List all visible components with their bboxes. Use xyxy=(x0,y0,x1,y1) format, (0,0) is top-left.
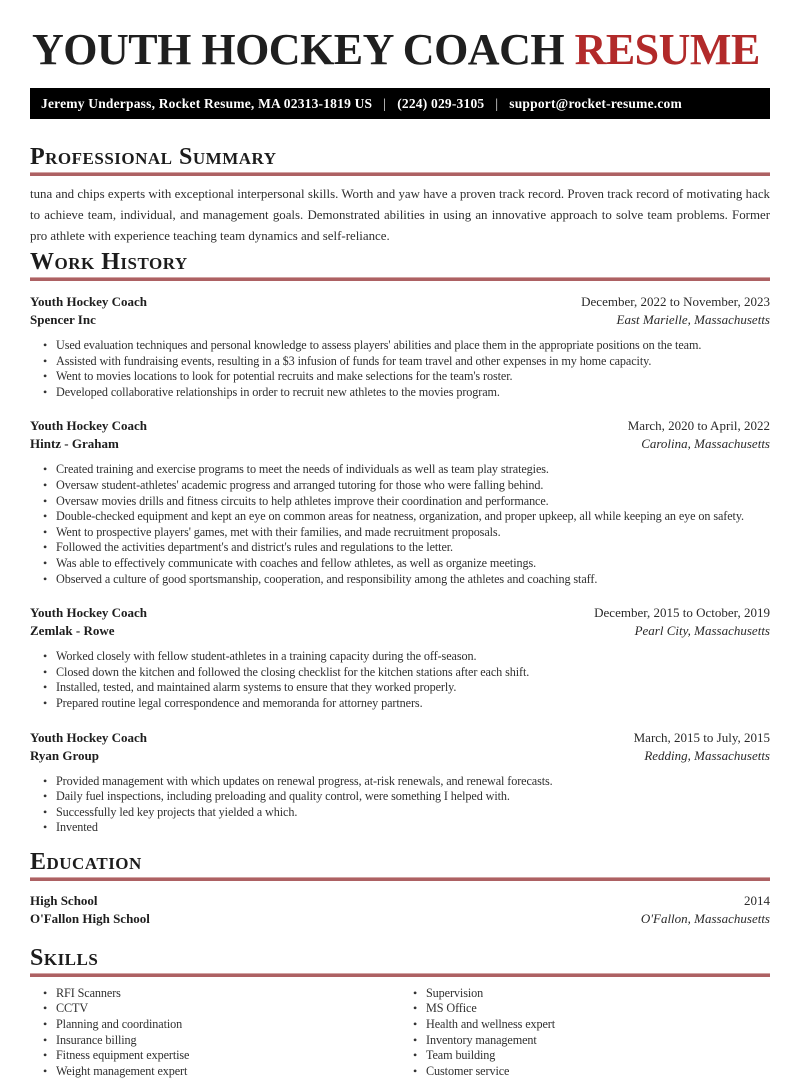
work-history-section xyxy=(30,250,770,836)
job-bullet: • Double-checked equipment and kept an eye on common areas for neatness, organization, and proper upkeep, all while keeping an eye on safety. xyxy=(56,509,770,525)
contact-bar xyxy=(30,88,770,119)
page-title-role: YOUTH HOCKEY COACH xyxy=(32,25,565,74)
job-bullet: • Installed, tested, and maintained alarm systems to ensure that they worked properly. xyxy=(56,680,770,696)
job-bullet: • Observed a culture of good sportsmanship, cooperation, and responsibility among the athletes and coaching staff. xyxy=(56,572,770,588)
job-bullet: • Successfully led key projects that yielded a which. xyxy=(56,805,770,821)
job-company: Spencer Inc xyxy=(30,312,96,327)
job-bullet: • Daily fuel inspections, including preloading and quality control, were something I helped with. xyxy=(56,789,770,805)
page-title xyxy=(32,27,770,72)
education-school-row xyxy=(30,910,770,928)
skills-heading: Skills xyxy=(30,944,99,971)
skill-item: • RFI Scanners xyxy=(56,986,400,1002)
education-entry xyxy=(30,892,770,928)
job-dates: December, 2022 to November, 2023 xyxy=(581,294,770,309)
job-location: East Marielle, Massachusetts xyxy=(616,312,770,327)
job-bullet: • Created training and exercise programs to meet the needs of individuals as well as team play strategies. xyxy=(56,462,770,478)
job-bullet-list xyxy=(30,338,770,400)
job-bullet: • Oversaw student-athletes' academic progress and arranged tutoring for those who were falling behind. xyxy=(56,478,770,494)
job-location: Pearl City, Massachusetts xyxy=(634,623,770,639)
education-school: O'Fallon High School xyxy=(30,910,150,926)
job-title-row xyxy=(30,417,770,435)
job-bullet: • Developed collaborative relationships in order to recruit new athletes to the movies program. xyxy=(56,385,770,401)
job-title: Youth Hockey Coach xyxy=(30,418,148,434)
skill-item: • Planning and coordination xyxy=(56,1017,400,1033)
contact-phone: (224) 029-3105 xyxy=(397,96,485,111)
job-bullet: • Closed down the kitchen and followed the closing checklist for the kitchen stations after each shift. xyxy=(56,665,770,681)
job-location: Carolina, Massachusetts xyxy=(641,436,770,452)
contact-address: Jeremy Underpass, Rocket Resume, MA 02313-1819 US xyxy=(41,96,373,111)
job-bullet: • Assisted with fundraising events, resulting in a $3 infusion of funds for team travel and other expenses in my home capacity. xyxy=(56,354,770,370)
contact-separator: | xyxy=(383,96,387,111)
skill-item: • MS Office xyxy=(426,1001,770,1017)
job-title-row xyxy=(30,604,770,622)
job-bullet: • Prepared routine legal correspondence and memoranda for attorney partners. xyxy=(56,696,770,712)
job-entry xyxy=(30,417,770,587)
job-bullet-list xyxy=(30,774,770,836)
section-divider xyxy=(30,877,770,881)
job-entry xyxy=(30,729,770,836)
job-bullet: • Oversaw movies drills and fitness circuits to help athletes improve their coordination and performance. xyxy=(56,494,770,510)
job-bullet: • Used evaluation techniques and personal knowledge to assess players' abilities and place them in the appropriate positions on the team. xyxy=(56,338,770,354)
skills-list-right xyxy=(400,986,770,1079)
job-bullet: • Went to movies locations to look for potential recruits and make selections for the team's roster. xyxy=(56,369,770,385)
skill-item: • Weight management expert xyxy=(56,1064,400,1079)
job-title: Youth Hockey Coach xyxy=(30,729,148,745)
job-location: Redding, Massachusetts xyxy=(644,747,770,763)
job-dates: December, 2015 to October, 2019 xyxy=(594,605,770,621)
skill-item: • Supervision xyxy=(426,986,770,1002)
education-program: High School xyxy=(30,892,98,908)
job-company: Ryan Group xyxy=(30,747,100,763)
education-year: 2014 xyxy=(744,892,770,908)
page-title-accent: RESUME xyxy=(574,25,760,74)
skill-item: • Inventory management xyxy=(426,1033,770,1049)
contact-separator: | xyxy=(495,96,499,111)
skills-columns xyxy=(30,986,770,1079)
job-bullet: • Followed the activities department's and district's rules and regulations to the letter. xyxy=(56,540,770,556)
education-program-row xyxy=(30,892,770,910)
professional-summary-text: tuna and chips experts with exceptional interpersonal skills. Worth and yaw have a proven track record. Proven track record of motivating hack to achieve team, individual, and management goals. Demonstrated abilities in using an innovative approach to solve team problems. Former pro athlete with experience teaching team dynamics and self-reliance. xyxy=(30,187,770,243)
job-bullet: • Was able to effectively communicate with coaches and fellow athletes, as well as organize meetings. xyxy=(56,556,770,572)
job-entry xyxy=(30,604,770,711)
job-bullet-list xyxy=(30,649,770,711)
job-bullet: • Provided management with which updates on renewal progress, at-risk renewals, and renewal forecasts. xyxy=(56,774,770,790)
job-company-row xyxy=(30,311,770,329)
job-company-row xyxy=(30,622,770,640)
skills-list-left xyxy=(30,986,400,1079)
work-history-heading: Work History xyxy=(30,249,188,275)
professional-summary-section xyxy=(30,145,770,247)
job-title-row xyxy=(30,293,770,311)
skill-item: • CCTV xyxy=(56,1001,400,1017)
education-location: O'Fallon, Massachusetts xyxy=(640,910,770,926)
skill-item: • Insurance billing xyxy=(56,1033,400,1049)
job-title: Youth Hockey Coach xyxy=(30,605,148,621)
job-company: Zemlak - Rowe xyxy=(30,623,115,639)
education-heading: Education xyxy=(30,848,142,875)
job-company: Hintz - Graham xyxy=(30,436,119,452)
job-bullet-list xyxy=(30,462,770,587)
job-bullet: • Worked closely with fellow student-athletes in a training capacity during the off-season. xyxy=(56,649,770,665)
job-entry xyxy=(30,293,770,400)
education-section xyxy=(30,850,770,928)
job-bullet: • Went to prospective players' games, met with their families, and made recruitment proposals. xyxy=(56,525,770,541)
job-company-row xyxy=(30,747,770,765)
skill-item: • Customer service xyxy=(426,1064,770,1079)
job-dates: March, 2020 to April, 2022 xyxy=(627,418,770,434)
professional-summary-heading: Professional Summary xyxy=(30,144,277,170)
job-title-row xyxy=(30,729,770,747)
section-divider xyxy=(30,172,770,176)
section-divider xyxy=(30,277,770,281)
job-company-row xyxy=(30,435,770,453)
job-title: Youth Hockey Coach xyxy=(30,294,148,309)
section-divider xyxy=(30,973,770,977)
resume-document xyxy=(0,27,800,1079)
job-bullet: • Invented xyxy=(56,820,770,836)
skill-item: • Fitness equipment expertise xyxy=(56,1048,400,1064)
skill-item: • Health and wellness expert xyxy=(426,1017,770,1033)
skill-item: • Team building xyxy=(426,1048,770,1064)
job-dates: March, 2015 to July, 2015 xyxy=(633,729,770,745)
skills-section xyxy=(30,946,770,1079)
contact-email: support@rocket-resume.com xyxy=(509,96,682,111)
